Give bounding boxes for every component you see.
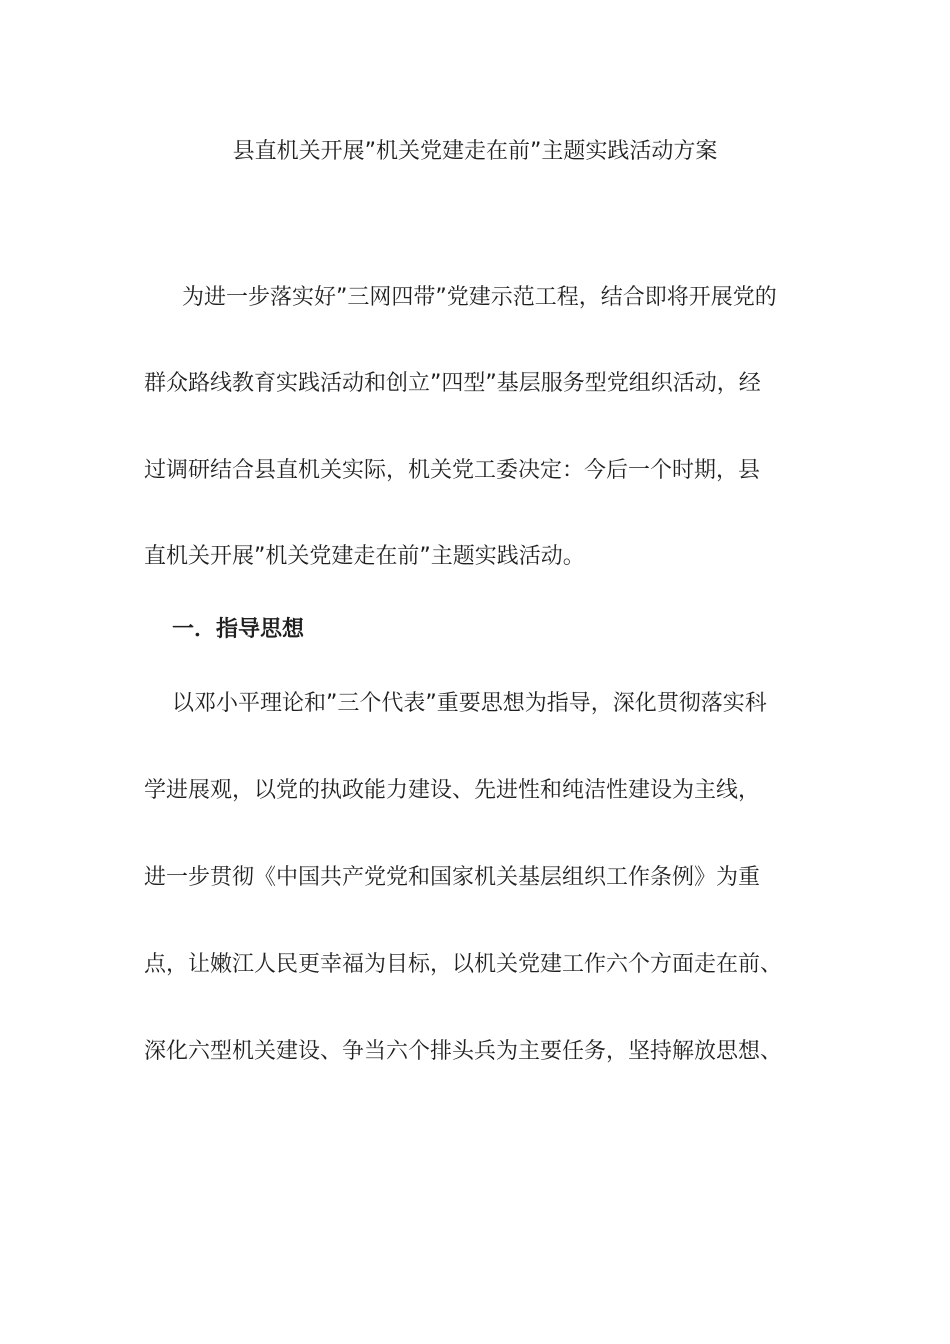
document-title: 县直机关开展”机关党建走在前”主题实践活动方案 <box>232 139 718 164</box>
intro-line-2: 群众路线教育实践活动和创立”四型”基层服务型党组织活动，经 <box>144 371 761 396</box>
section1-line-5: 深化六型机关建设、争当六个排头兵为主要任务，坚持解放思想、 <box>144 1039 783 1064</box>
intro-line-3: 过调研结合县直机关实际，机关党工委决定：今后一个时期，县 <box>144 458 761 483</box>
section1-line-2: 学进展观，以党的执政能力建设、先进性和纯洁性建设为主线， <box>144 778 761 803</box>
intro-line-1: 为进一步落实好”三网四带”党建示范工程，结合即将开展党的 <box>182 285 777 310</box>
intro-line-4: 直机关开展”机关党建走在前”主题实践活动。 <box>144 544 585 569</box>
section1-line-3: 进一步贯彻《中国共产党党和国家机关基层组织工作条例》为重 <box>144 865 761 890</box>
section1-line-4: 点，让嫩江人民更幸福为目标，以机关党建工作六个方面走在前、 <box>144 952 783 977</box>
section1-line-1: 以邓小平理论和”三个代表”重要思想为指导，深化贯彻落实科 <box>172 691 767 716</box>
section-heading-guiding-ideology: 一．指导思想 <box>172 617 305 642</box>
